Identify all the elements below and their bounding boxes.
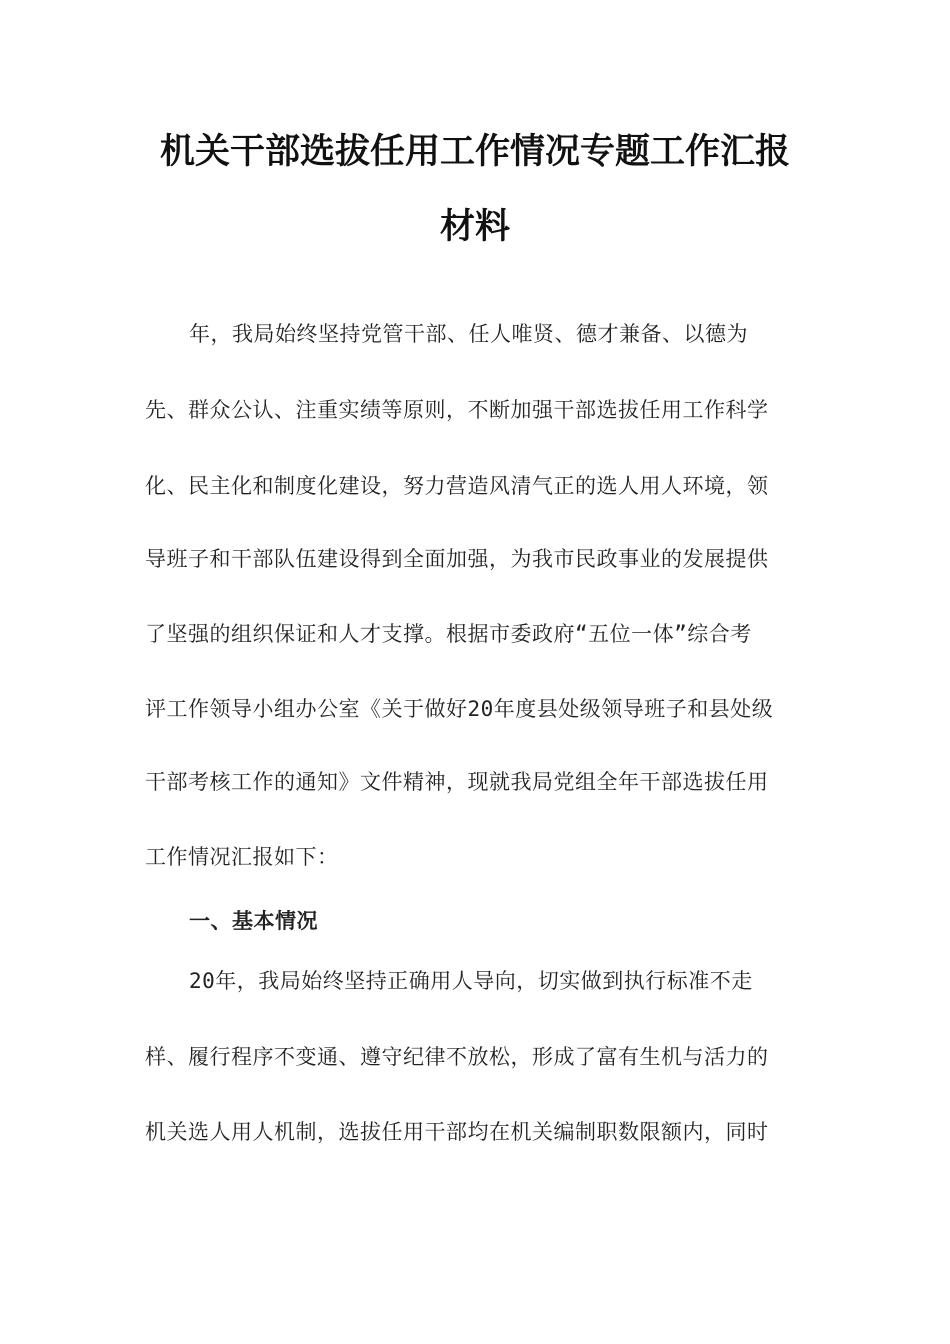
document-title-line-1: 机关干部选拔任用工作情况专题工作汇报 xyxy=(159,131,790,172)
intro-paragraph-line: 干部考核工作的通知》文件精神，现就我局党组全年干部选拔任用 xyxy=(145,770,769,794)
intro-paragraph-line: 导班子和干部队伍建设得到全面加强，为我市民政事业的发展提供 xyxy=(145,547,769,571)
intro-paragraph-line: 工作情况汇报如下： xyxy=(145,845,339,869)
intro-paragraph-line: 化、民主化和制度化建设，努力营造风清气正的选人用人环境，领 xyxy=(145,474,769,498)
section-paragraph-line: 20年，我局始终坚持正确用人导向，切实做到执行标准不走 xyxy=(189,969,753,993)
intro-paragraph-line: 先、群众公认、注重实绩等原则，不断加强干部选拔任用工作科学 xyxy=(145,398,769,422)
section-paragraph-line: 机关选人用人机制，选拔任用干部均在机关编制职数限额内，同时 xyxy=(145,1120,769,1144)
document-title-line-2: 材料 xyxy=(439,206,510,247)
section-heading-basic-situation: 一、基本情况 xyxy=(189,909,318,933)
intro-paragraph-line: 年，我局始终坚持党管干部、任人唯贤、德才兼备、以德为 xyxy=(189,322,748,346)
intro-paragraph-line: 了坚强的组织保证和人才支撑。根据市委政府“五位一体”综合考 xyxy=(145,622,752,646)
intro-paragraph-line: 评工作领导小组办公室《关于做好20年度县处级领导班子和县处级 xyxy=(145,697,774,721)
section-paragraph-line: 样、履行程序不变通、遵守纪律不放松，形成了富有生机与活力的 xyxy=(145,1045,769,1069)
